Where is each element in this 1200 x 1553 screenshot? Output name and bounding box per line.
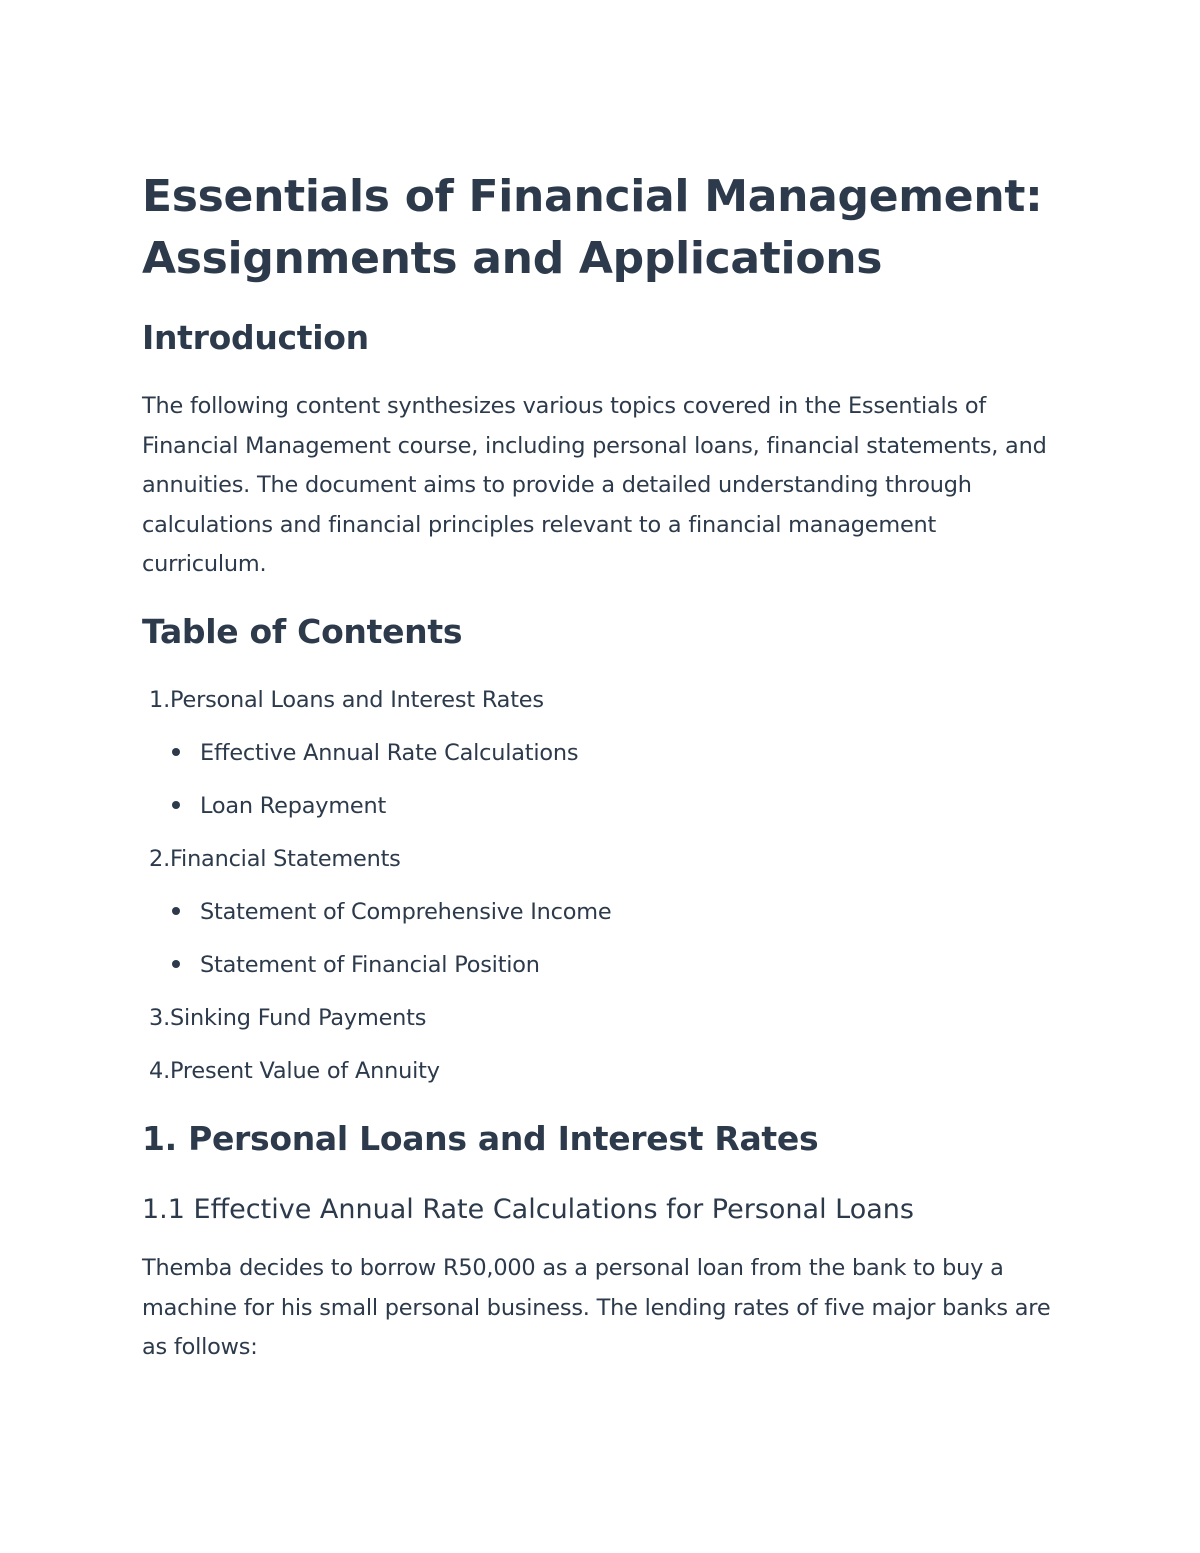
- document-title: Essentials of Financial Management: Assignments and Applications: [142, 171, 1043, 284]
- toc-item-number: 3.: [149, 1005, 170, 1031]
- toc-item-number: 1.: [149, 687, 170, 713]
- toc-item-2[interactable]: [142, 839, 401, 879]
- toc-item-label: Financial Statements: [170, 846, 401, 872]
- toc-subitem-label: Loan Repayment: [200, 793, 387, 819]
- bullet-icon: [172, 801, 180, 809]
- section-1-1-paragraph: Themba decides to borrow R50,000 as a personal loan from the bank to buy a machine for his small personal business. The lending rates of five major banks are as follows:: [142, 1255, 1051, 1360]
- toc-subitem-label: Effective Annual Rate Calculations: [200, 740, 579, 766]
- section-1-1-heading: 1.1 Effective Annual Rate Calculations for Personal Loans: [142, 1194, 914, 1225]
- bullet-icon: [172, 907, 180, 915]
- toc-subitem-comprehensive-income[interactable]: [172, 892, 611, 932]
- bullet-icon: [172, 960, 180, 968]
- toc-heading: Table of Contents: [142, 612, 463, 651]
- toc-subitem-loan-repayment[interactable]: [172, 786, 386, 826]
- toc-item-label: Sinking Fund Payments: [170, 1005, 427, 1031]
- toc-subitem-label: Statement of Comprehensive Income: [200, 899, 612, 925]
- toc-item-number: 2.: [149, 846, 170, 872]
- introduction-paragraph: The following content synthesizes various topics covered in the Essentials of Financial Management course, including personal loans, financial statements, and annuities. The document aims to provide a detailed understanding through calculations and financial principles relevant to a financial management curriculum.: [142, 393, 1047, 577]
- toc-subitem-effective-annual-rate[interactable]: [172, 733, 578, 773]
- toc-item-label: Present Value of Annuity: [170, 1058, 440, 1084]
- section-1-heading: 1. Personal Loans and Interest Rates: [142, 1119, 819, 1158]
- toc-subitem-financial-position[interactable]: [172, 945, 540, 985]
- bullet-icon: [172, 748, 180, 756]
- toc-item-1[interactable]: [142, 680, 544, 720]
- introduction-heading: Introduction: [142, 318, 369, 357]
- toc-item-number: 4.: [149, 1058, 170, 1084]
- toc-subitem-label: Statement of Financial Position: [200, 952, 540, 978]
- toc-item-4[interactable]: [142, 1051, 440, 1091]
- toc-item-3[interactable]: [142, 998, 426, 1038]
- toc-item-label: Personal Loans and Interest Rates: [170, 687, 544, 713]
